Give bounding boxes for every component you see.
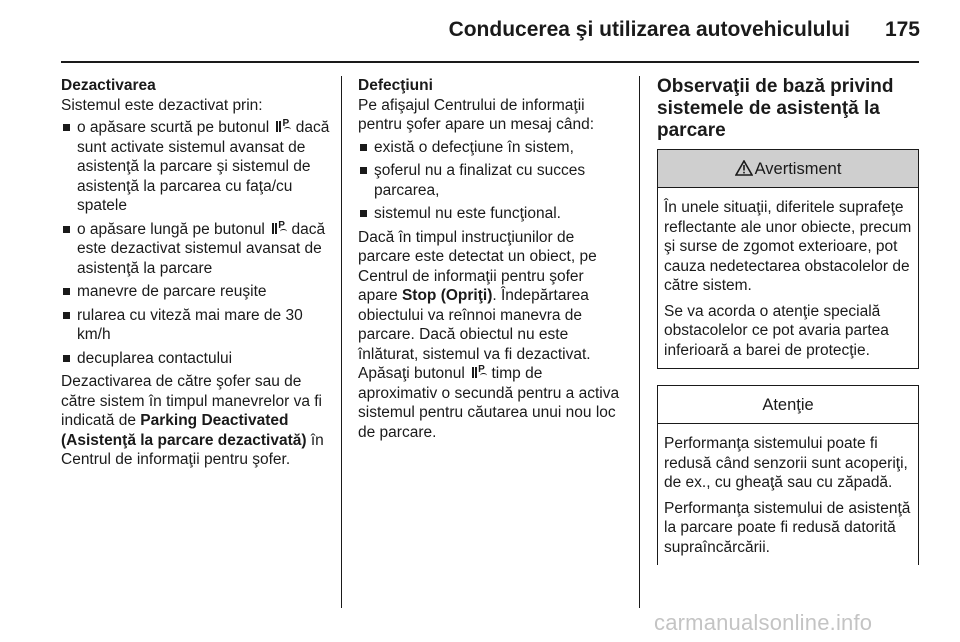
chapter-title: Conducerea şi utilizarea autovehiculului [448, 18, 850, 41]
list-item: rularea cu viteză mai mare de 30 km/h [61, 306, 331, 345]
deactivation-intro: Sistemul este dezactivat prin: [61, 96, 263, 114]
list-item: decuplarea contactului [61, 349, 331, 369]
caution-box-header [658, 386, 918, 424]
caution-box-body: Performanţa sistemului poate fi redusă când senzorii sunt acoperiţi, de ex., cu gheaţă sau cu zăpadă. Performanţa sistemului de asistenţă la parcare poate fi redusă datorită supraîncărcării. [664, 435, 911, 556]
column-faults [358, 76, 622, 442]
column-basic-notes [657, 76, 919, 565]
faults-intro: Pe afişajul Centrului de informaţii pentru şofer apare un mesaj când: [358, 96, 595, 133]
list-item: o apăsare lungă pe butonul P dacă este dezactivat sistemul avansat de asistenţă la parcare [61, 220, 331, 279]
parking-assist-icon: P [272, 222, 287, 235]
section-heading-faults: Defecţiuni [358, 77, 433, 94]
obstacle-paragraph: Dacă în timpul instrucţiunilor de parcare este detectat un obiect, pe Centrul de informaţii pentru şofer apare Stop (Opriţi). Îndepărtarea obiectului va reînnoi manevra de parcare. Dacă obiectul nu este înlăturat, sistemul va fi dezactivat. Apăsaţi butonul P timp de aproximativ o secundă pentru a activa sistemul pentru căutarea unui nou loc de parcare. [358, 228, 620, 441]
column-deactivation [61, 76, 331, 470]
caution-box-title: Atenţie [762, 396, 814, 414]
watermark: carmanualsonline.info [654, 610, 873, 635]
header-divider [61, 61, 919, 63]
section-heading-basic-notes: Observaţii de bază privind sistemele de asistenţă la parcare [657, 76, 894, 141]
warning-box-body: În unele situaţii, diferitele suprafeţe reflectante ale unor obiecte, precum şi surse de zgomot exterioare, pot cauza nedetectarea obstacolelor de către sistem. Se va acorda o atenţie specială obstacolelor ce pot avaria partea inferioară a barei de protecţie. [664, 199, 912, 359]
deactivation-message-paragraph: Dezactivarea de către şofer sau de către sistem în timpul manevrelor va fi indicată de Parking Deactivated (Asistenţă la parcare dezactivată) în Centrul de informaţii pentru şofer. [61, 373, 324, 468]
section-heading-deactivation: Dezactivarea [61, 77, 156, 94]
page-header [0, 0, 960, 62]
warning-box [657, 149, 919, 369]
stop-message: Stop (Opriţi) [401, 287, 493, 304]
parking-assist-icon: P [276, 120, 291, 133]
warning-triangle-icon [735, 160, 753, 176]
warning-box-title: Avertisment [754, 160, 842, 178]
deactivation-list [61, 118, 331, 368]
parking-assist-icon: P [472, 366, 487, 379]
warning-box-header [658, 150, 918, 188]
list-item: există o defecţiune în sistem, [358, 138, 622, 158]
list-item: sistemul nu este funcţional. [358, 204, 622, 224]
list-item: o apăsare scurtă pe butonul P dacă sunt activate sistemul avansat de asistenţă la parcare şi sistemul de asistenţă la parcarea cu faţa/cu spatele [61, 118, 331, 216]
list-item: manevre de parcare reuşite [61, 282, 331, 302]
page-number: 175 [884, 18, 920, 41]
column-divider-2 [639, 76, 640, 608]
caution-box [657, 385, 919, 565]
deactivated-message: Parking Deactivated (Asistenţă la parcare dezactivată) [61, 412, 307, 449]
column-divider-1 [341, 76, 342, 608]
list-item: şoferul nu a finalizat cu succes parcarea, [358, 161, 622, 200]
faults-list [358, 138, 622, 224]
